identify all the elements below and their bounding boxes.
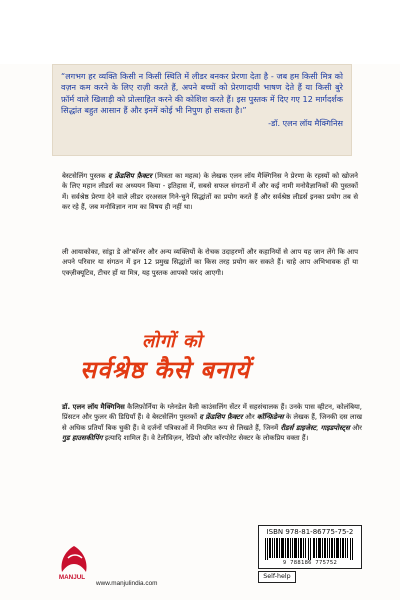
bio-magazine-1: रीडर्स डाइजेस्ट xyxy=(280,423,317,432)
barcode-icon xyxy=(265,538,355,560)
publisher-website: www.manjulindia.com xyxy=(96,580,158,587)
barcode-digits: 9 788186 775752 xyxy=(282,560,338,566)
top-margin xyxy=(0,0,400,64)
title-line-2: सर्वश्रेष्ठ कैसे बनायें xyxy=(80,355,251,384)
book-title-friendship-factor: द फ्रेंडशिप फ़ैक्टर xyxy=(108,172,152,180)
description-paragraph-2: ली आयाकोका, सांड्रा डे ओ'कॉनर और अन्य व्यक्तियों के रोचक उदाहरणों और कहानियों से आप यह जान लेंगे कि आप अपने परिवार या संगठन में इन 12 प्रमुख सिद्धांतों का किस तरह प्रयोग कर सकते हैं। चाहे आप अभिभावक हों या एक्ज़ीक्यूटिव, टीचर हों या मित्र, यह पुस्तक आपको पसंद आएगी। xyxy=(62,248,358,277)
quote-box xyxy=(52,64,352,156)
bio-magazine-3: गुड हाउसकीपिंग xyxy=(62,433,103,442)
para1-lead: बेस्टसेलिंग पुस्तक xyxy=(62,172,109,180)
bio-text-4: , xyxy=(316,423,321,432)
quote-author: -डॉ. एलन लॉय मैक्गिनिस xyxy=(268,117,343,128)
bio-text-3: के लेखक हैं, जिनकी दस लाख से अधिक प्रतियाँ बिक चुकी हैं। वे दर्जनों पत्रिकाओं में नियमित रूप से लिखते हैं, जिनमें xyxy=(62,413,363,432)
bio-book-1: द फ्रेंडशिप फ़ैक्टर xyxy=(199,413,243,422)
title-line-1: लोगों को xyxy=(142,331,203,352)
description-paragraph-1 xyxy=(62,171,358,212)
para1-body: (मित्रता का महत्व) के लेखक एलन लॉय मैक्गिनिस ने प्रेरणा के रहस्यों को खोजने के लिए महान लीडर्स का अध्ययन किया - इतिहास में, सबसे सफल संगठनों में और कई नामी मनोवैज्ञानिकों की पुस्तकों में। सर्वश्रेष्ठ प्रेरणा देने वाले लीडर दरअसल गिने-चुने सिद्धांतों का प्रयोग करते हैं और सर्वश्रेष्ठ लीडर्स इनका प्रयोग तब से कर रहे हैं, जब मनोविज्ञान नाम का विषय ही नहीं था। xyxy=(62,172,358,211)
author-bio xyxy=(62,402,362,443)
bio-text-5: और xyxy=(349,423,362,432)
bio-text-1: कैलिफ़ोर्निया के ग्लेनडेल वैली काउंसलिंग सेंटर में सहसंचालक हैं। उनके पास व्हीटन, कोलंबिया, प्रिंसटन और फुलर की डिग्रियाँ हैं। वे बेस्टसेलिंग पुस्तकों xyxy=(62,403,362,422)
bio-book-2: कॉन्फ़िडेन्स xyxy=(256,413,284,422)
quote-text: “लगभग हर व्यक्ति किसी न किसी स्थिति में लीडर बनकर प्रेरणा देता है - जब हम किसी मित्र को वज़न कम करने के लिए राज़ी करते हैं, अपने बच्चों को प्रेरणादायी भाषण देते हैं या किसी बुरे फ़ॉर्म वाले खिलाड़ी को प्रोत्साहित करने की कोशिश करते हैं। इस पुस्तक में दिए गए 12 मार्गदर्शक सिद्धांत बहुत आसान हैं और इनमें कोई भी निपुण हो सकता है।” xyxy=(61,71,343,116)
bio-text-6: इत्यादि शामिल हैं। वे टेलीविज़न, रेडियो और कॉरपोरेट सेक्टर के लोकप्रिय वक्ता हैं। xyxy=(102,433,309,442)
barcode-box xyxy=(258,525,362,569)
book-title xyxy=(80,329,330,391)
isbn-label: ISBN 978-81-86775-75-2 xyxy=(266,528,354,536)
author-name: डॉ. एलन लॉय मैक्गिनिस xyxy=(62,403,125,411)
bio-text-2: और xyxy=(242,413,257,422)
bio-magazine-2: गाइडपोस्ट्स xyxy=(320,423,350,432)
genre-label: Self-help xyxy=(258,571,296,583)
publisher-name: MANJUL xyxy=(58,574,86,581)
